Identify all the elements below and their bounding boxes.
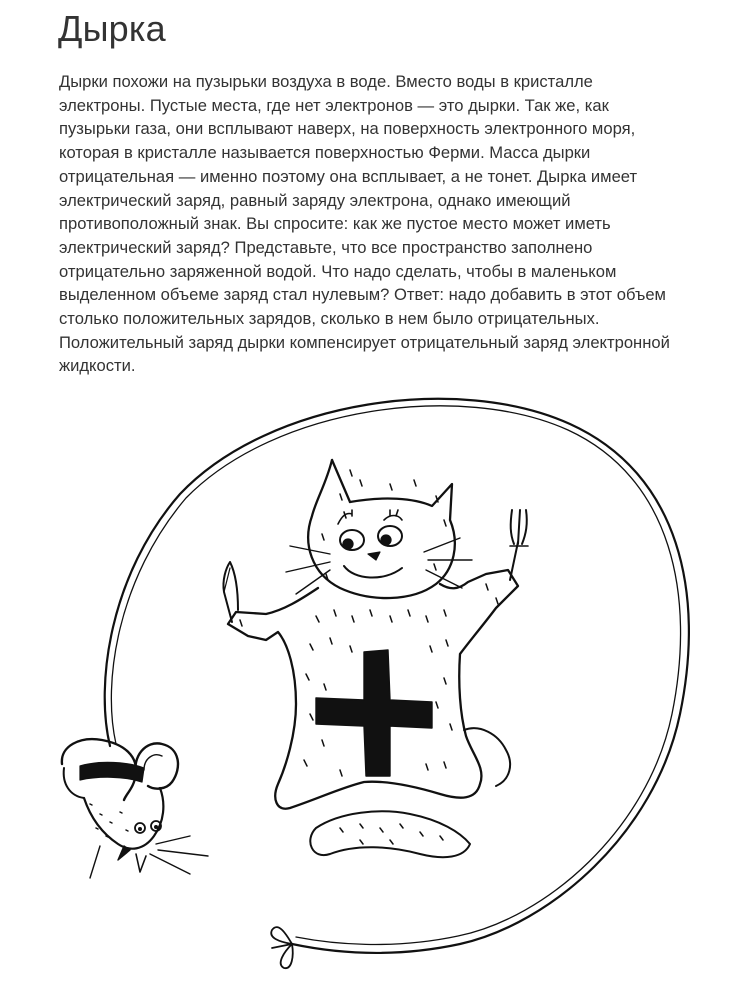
fork-icon <box>510 510 528 580</box>
cat-and-mouse-drawing <box>40 384 720 990</box>
mouse-with-minus-sign-icon <box>62 739 208 878</box>
illustration <box>40 384 720 990</box>
string-bow-icon <box>271 927 293 968</box>
cat-with-plus-sign-icon <box>228 460 518 857</box>
mouse-tail-loop <box>105 399 689 953</box>
page-title: Дырка <box>58 8 166 49</box>
article-paragraph: Дырки похожи на пузырьки воздуха в воде. Вместо воды в кристалле электроны. Пустые места, где нет электронов — это дырки. Так же, как пузырьки газа, они всплывают наверх, на поверхность электронного моря, которая в кристалле называется поверхностью Ферми. Масса дырки отрицательная — именно поэтому она всплывает, а не тонет. Дырка имеет электрический заряд, равный заряду электрона, однако имеющий противоположный знак. Вы спросите: как же пустое место может иметь электрический заряд? Представьте, что все пространство заполнено отрицательно заряженной водой. Что надо сделать, чтобы в маленьком выделенном объеме заряд стал нулевым? Ответ: надо добавить в этот объем столько положительных зарядов, сколько в нем было отрицательных. Положительный заряд дырки компенсирует отрицательный заряд электронной жидкости. <box>59 72 670 376</box>
